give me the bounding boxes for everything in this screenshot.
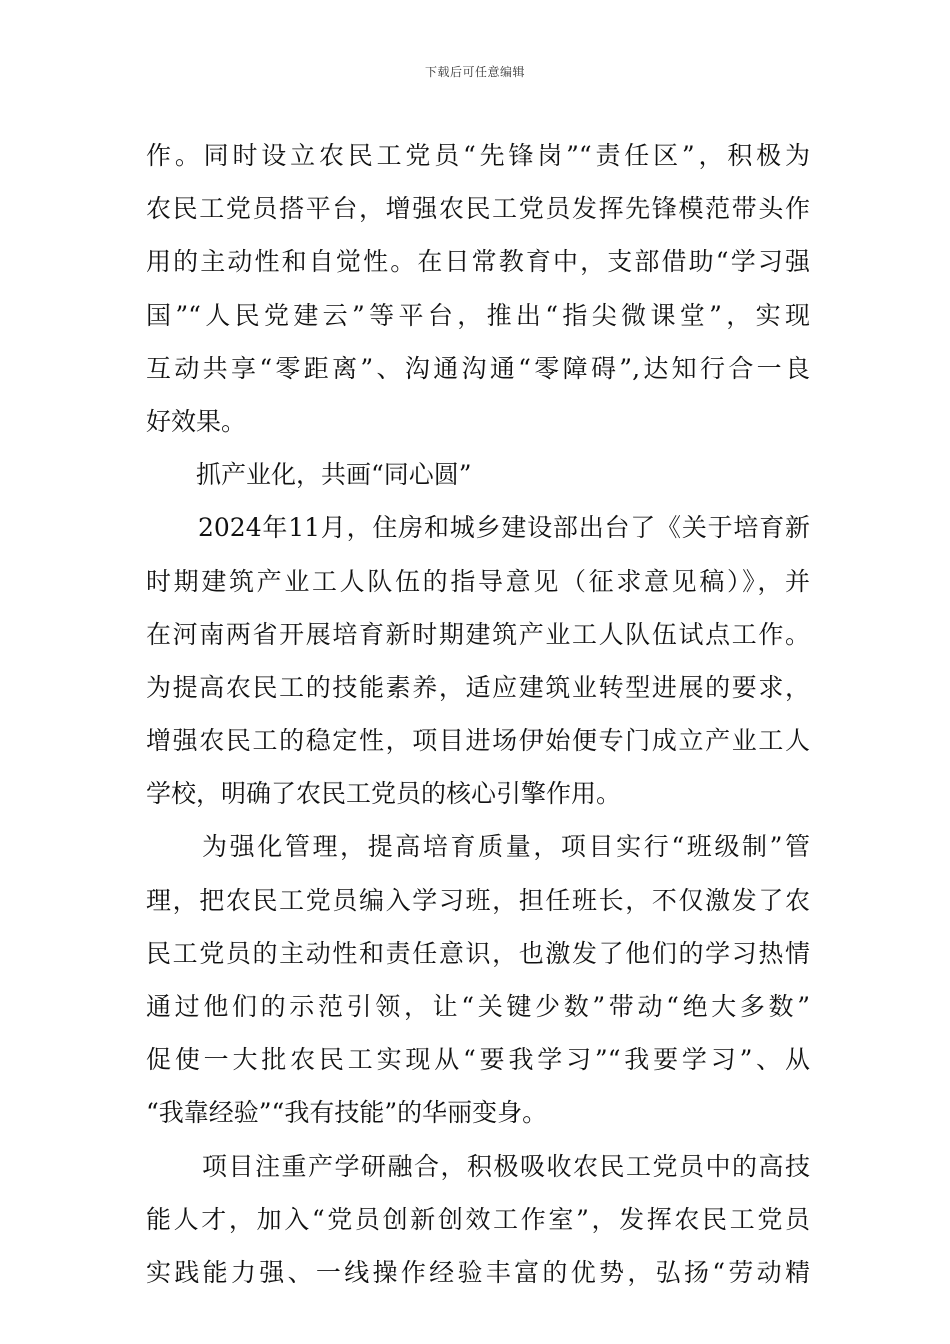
paragraph-line: “我靠经验”“我有技能”的华丽变身。 (146, 1098, 548, 1128)
paragraph-line: 通过他们的示范引领，让“关键少数”带动“绝大多数” (146, 992, 810, 1021)
paragraph-line: 项目注重产学研融合，积极吸收农民工党员中的高技 (202, 1151, 810, 1181)
paragraph-line: 2024年11月，住房和城乡建设部出台了《关于培育新 (198, 513, 810, 543)
document-body (146, 129, 810, 1299)
paragraph-line: 为提高农民工的技能素养，适应建筑业转型进展的要求， (146, 672, 810, 702)
paragraph-line: 实践能力强、一线操作经验丰富的优势，弘扬“劳动精 (146, 1257, 810, 1287)
paragraph-line: 学校，明确了农民工党员的核心引擎作用。 (146, 779, 622, 809)
paragraph-line: 为强化管理，提高培育质量，项目实行“班级制”管 (202, 832, 810, 862)
paragraph-line: 民工党员的主动性和责任意识，也激发了他们的学习热情 (146, 938, 810, 968)
paragraph-line: 作。同时设立农民工党员“先锋岗”“责任区”，积极为 (146, 141, 810, 170)
paragraph-line: 农民工党员搭平台，增强农民工党员发挥先锋模范带头作 (146, 194, 810, 224)
paragraph-line: 理，把农民工党员编入学习班，担任班长，不仅激发了农 (146, 885, 810, 915)
paragraph-line: 用的主动性和自觉性。在日常教育中，支部借助“学习强 (146, 247, 810, 277)
page-header: 下载后可任意编辑 (424, 65, 525, 79)
paragraph-line: 在河南两省开展培育新时期建筑产业工人队伍试点工作。 (146, 619, 810, 649)
paragraph-line: 互动共享“零距离”、沟通沟通“零障碍”,达知行合一良 (146, 353, 810, 383)
paragraph-line: 好效果。 (146, 406, 247, 436)
paragraph-line: 增强农民工的稳定性，项目进场伊始便专门成立产业工人 (146, 726, 810, 756)
paragraph-line: 能人才，加入“党员创新创效工作室”，发挥农民工党员 (146, 1204, 810, 1234)
paragraph-line: 国”“人民党建云”等平台，推出“指尖微课堂”，实现 (146, 300, 810, 330)
paragraph-line: 时期建筑产业工人队伍的指导意见（征求意见稿）》，并 (146, 566, 810, 596)
paragraph-line: 促使一大批农民工实现从“要我学习”“我要学习”、从 (146, 1045, 810, 1075)
section-heading: 抓产业化，共画“同心圆” (196, 460, 472, 490)
